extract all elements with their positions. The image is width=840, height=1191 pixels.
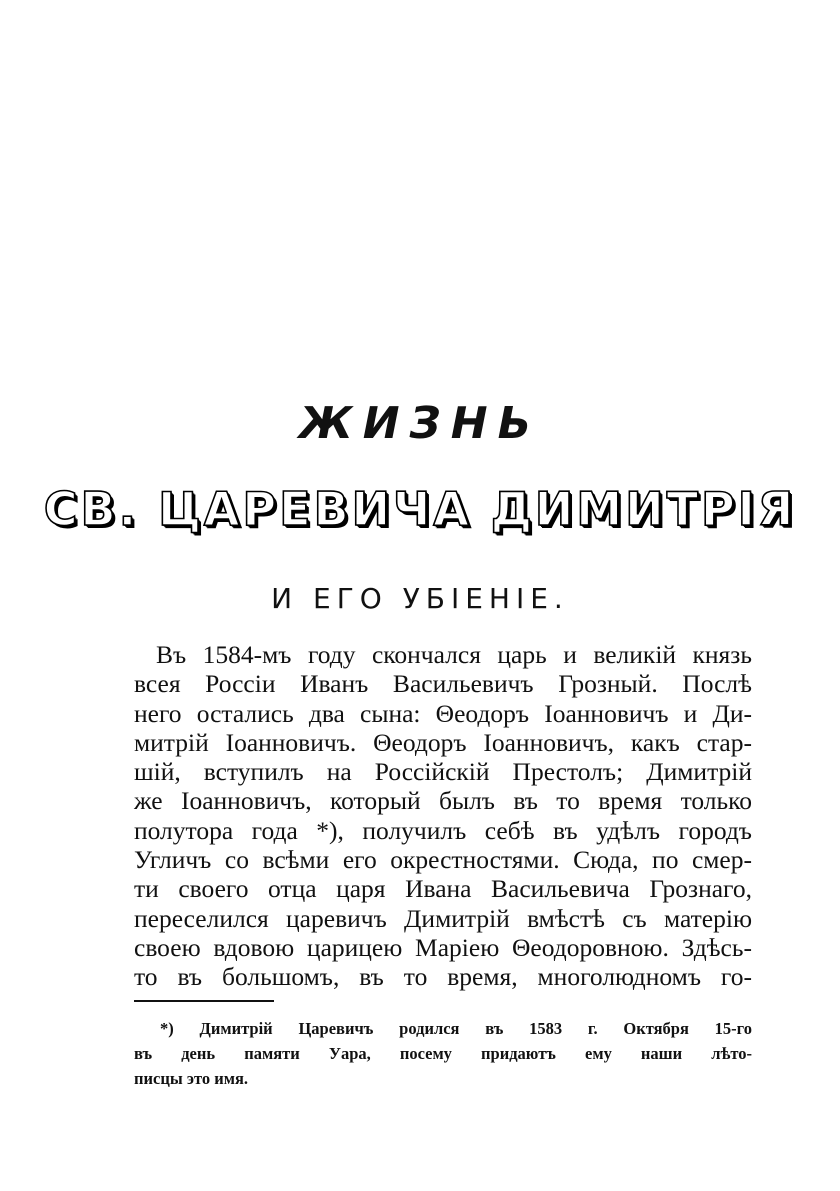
paragraph-line: него остались два сына: Θеодоръ Іоанновичъ и Ди-: [134, 698, 752, 728]
paragraph-line: же Іоанновичъ, который былъ въ то время только: [134, 786, 752, 816]
footnote-separator: [134, 1000, 274, 1002]
paragraph-line: то въ большомъ, въ то время, многолюдномъ го-: [134, 962, 752, 992]
paragraph-line: шій, вступилъ на Россійскій Престолъ; Димитрій: [134, 757, 752, 787]
paragraph-line: всея Россіи Иванъ Васильевичъ Грозный. Послѣ: [134, 669, 752, 699]
paragraph-line: переселился царевичъ Димитрій вмѣстѣ съ матерію: [134, 903, 752, 933]
main-paragraph: [134, 640, 752, 992]
paragraph-line: ти своего отца царя Ивана Васильевича Грознаго,: [134, 874, 752, 904]
footnote: [134, 1016, 752, 1091]
title-life: ЖИЗНЬ: [298, 398, 542, 449]
title-saint-name: СВ. ЦАРЕВИЧА ДИМИТРІЯ: [43, 482, 797, 536]
subtitle-murder: И ЕГО УБІЕНІЕ.: [271, 582, 569, 615]
footnote-line: писцы это имя.: [134, 1069, 249, 1088]
paragraph-line: Въ 1584-мъ году скончался царь и великій князь: [156, 640, 752, 669]
paragraph-line: митрій Іоанновичъ. Θеодоръ Іоанновичъ, какъ стар-: [134, 727, 752, 757]
paragraph-line: Угличъ со всѣми его окрестностями. Сюда, по смер-: [134, 845, 752, 875]
footnote-line: въ день памяти Уара, посему придаютъ ему наши лѣто-: [134, 1044, 752, 1063]
footnote-line: *) Димитрій Царевичъ родился въ 1583 г. Октября 15-го: [160, 1019, 752, 1038]
paragraph-line: полутора года *), получилъ себѣ въ удѣлъ городъ: [134, 815, 752, 845]
paragraph-line: своею вдовою царицею Маріею Θеодоровною. Здѣсь-: [134, 932, 752, 962]
